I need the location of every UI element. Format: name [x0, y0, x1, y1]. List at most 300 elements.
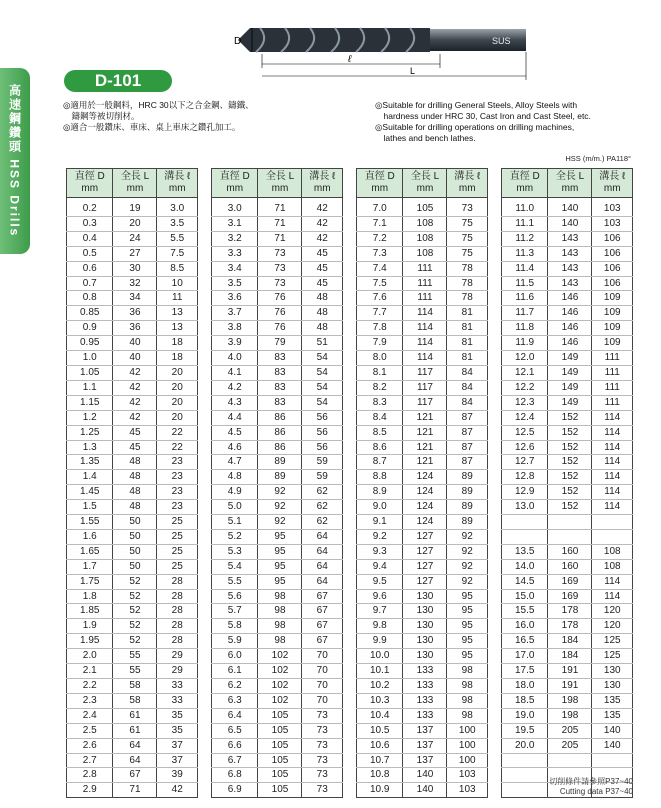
flute-length-cell: 45: [302, 261, 343, 276]
diameter-cell: 10.7: [357, 753, 403, 768]
flute-length-cell: 73: [447, 198, 488, 217]
table-row: [212, 216, 343, 231]
total-length-cell: [548, 753, 592, 768]
total-length-cell: 105: [258, 738, 302, 753]
table-row: [67, 365, 198, 380]
flute-length-cell: 29: [157, 664, 198, 679]
total-length-cell: 133: [403, 664, 447, 679]
table-row: [357, 351, 488, 366]
column-header-label: 直徑 D: [364, 171, 395, 182]
flute-length-cell: 95: [447, 619, 488, 634]
diameter-cell: 12.8: [502, 470, 548, 485]
diameter-cell: [502, 768, 548, 783]
column-header-diameter: [357, 169, 403, 198]
table-row: [67, 634, 198, 649]
diameter-cell: 11.1: [502, 216, 548, 231]
diameter-cell: 2.1: [67, 664, 113, 679]
total-length-cell: 130: [403, 604, 447, 619]
table-row: [357, 708, 488, 723]
table-row: [67, 515, 198, 530]
note-line: ◎適用於一般鋼料，HRC 30以下之合金鋼、鑄鐵、: [63, 100, 254, 110]
table-row: [357, 470, 488, 485]
table-row: [212, 470, 343, 485]
diameter-cell: 3.7: [212, 306, 258, 321]
flute-length-cell: 28: [157, 634, 198, 649]
flute-length-cell: 140: [592, 723, 633, 738]
table-row: [67, 336, 198, 351]
table-row: [212, 291, 343, 306]
total-length-cell: 83: [258, 365, 302, 380]
flute-length-cell: 67: [302, 634, 343, 649]
table-row: [212, 693, 343, 708]
total-length-cell: 95: [258, 544, 302, 559]
total-length-cell: 98: [258, 604, 302, 619]
table-row: [357, 425, 488, 440]
total-length-cell: 105: [258, 753, 302, 768]
flute-length-cell: 106: [592, 231, 633, 246]
total-length-cell: 48: [113, 455, 157, 470]
flute-length-cell: 5.5: [157, 231, 198, 246]
diameter-cell: 4.7: [212, 455, 258, 470]
flute-length-cell: 114: [592, 440, 633, 455]
table-row: [67, 306, 198, 321]
total-length-cell: 114: [403, 336, 447, 351]
flute-length-cell: 114: [592, 589, 633, 604]
total-length-cell: 169: [548, 589, 592, 604]
flute-length-cell: 54: [302, 395, 343, 410]
diameter-cell: 9.5: [357, 574, 403, 589]
total-length-cell: 149: [548, 380, 592, 395]
diameter-cell: 3.6: [212, 291, 258, 306]
diameter-cell: 6.1: [212, 664, 258, 679]
flute-length-cell: 20: [157, 380, 198, 395]
cutting-data-reference: [549, 777, 633, 797]
column-header-label: 直徑 D: [509, 171, 540, 182]
diameter-cell: 1.45: [67, 485, 113, 500]
total-length-cell: 83: [258, 395, 302, 410]
table-row: [357, 440, 488, 455]
total-length-cell: 89: [258, 470, 302, 485]
flute-length-cell: 111: [592, 380, 633, 395]
diameter-cell: 12.7: [502, 455, 548, 470]
table-row: [67, 559, 198, 574]
total-length-cell: 137: [403, 738, 447, 753]
table-row: [67, 321, 198, 336]
diameter-cell: 16.5: [502, 634, 548, 649]
total-length-cell: 198: [548, 693, 592, 708]
table-row: [357, 693, 488, 708]
diameter-cell: 2.7: [67, 753, 113, 768]
flute-length-cell: 114: [592, 455, 633, 470]
diameter-cell: 4.3: [212, 395, 258, 410]
total-length-cell: 58: [113, 693, 157, 708]
total-length-cell: 130: [403, 589, 447, 604]
diameter-cell: 6.2: [212, 679, 258, 694]
table-row: [357, 574, 488, 589]
table-row: [502, 336, 633, 351]
flute-length-cell: 67: [302, 604, 343, 619]
flute-length-cell: 78: [447, 291, 488, 306]
flute-length-cell: 51: [302, 336, 343, 351]
flute-length-cell: 70: [302, 679, 343, 694]
diameter-cell: 1.8: [67, 589, 113, 604]
spec-note: HSS (m/m.) PA118°: [565, 154, 631, 163]
flute-length-cell: 3.5: [157, 216, 198, 231]
table-row: [67, 291, 198, 306]
diameter-cell: 12.6: [502, 440, 548, 455]
diameter-cell: 10.6: [357, 738, 403, 753]
flute-length-cell: 130: [592, 664, 633, 679]
diameter-cell: 4.1: [212, 365, 258, 380]
table-row: [67, 574, 198, 589]
diameter-cell: 2.3: [67, 693, 113, 708]
table-row: [212, 261, 343, 276]
total-length-cell: 79: [258, 336, 302, 351]
total-length-cell: 73: [258, 276, 302, 291]
flute-length-cell: 98: [447, 708, 488, 723]
diameter-cell: 0.6: [67, 261, 113, 276]
total-length-cell: 111: [403, 276, 447, 291]
table-row: [502, 246, 633, 261]
diameter-cell: 2.8: [67, 768, 113, 783]
flute-length-cell: 81: [447, 306, 488, 321]
table-row: [212, 485, 343, 500]
diameter-cell: 10.3: [357, 693, 403, 708]
diameter-cell: 3.1: [212, 216, 258, 231]
table-row: [212, 351, 343, 366]
diameter-cell: 5.1: [212, 515, 258, 530]
diameter-cell: 5.0: [212, 500, 258, 515]
table-row: [502, 291, 633, 306]
flute-length-cell: 29: [157, 649, 198, 664]
table-row: [502, 470, 633, 485]
table-row: [502, 515, 633, 530]
total-length-cell: 105: [258, 723, 302, 738]
flute-length-cell: 20: [157, 395, 198, 410]
total-length-cell: 169: [548, 574, 592, 589]
table-row: [67, 470, 198, 485]
table-row: [212, 753, 343, 768]
diameter-cell: 12.1: [502, 365, 548, 380]
flute-length-cell: 125: [592, 634, 633, 649]
flute-length-cell: 25: [157, 544, 198, 559]
total-length-cell: 105: [403, 198, 447, 217]
total-length-cell: 137: [403, 753, 447, 768]
table-row: [357, 198, 488, 217]
flute-length-cell: 120: [592, 619, 633, 634]
total-length-cell: 108: [403, 216, 447, 231]
flute-length-cell: 23: [157, 500, 198, 515]
table-row: [212, 365, 343, 380]
table-row: [67, 198, 198, 217]
diameter-cell: 6.7: [212, 753, 258, 768]
total-length-cell: 83: [258, 351, 302, 366]
diameter-cell: 9.8: [357, 619, 403, 634]
drill-diagram: [230, 18, 540, 88]
diameter-cell: 12.3: [502, 395, 548, 410]
diameter-cell: 9.3: [357, 544, 403, 559]
diameter-cell: 2.9: [67, 783, 113, 798]
total-length-cell: 52: [113, 574, 157, 589]
flute-length-cell: 35: [157, 723, 198, 738]
diameter-cell: 15.5: [502, 604, 548, 619]
table-row: [212, 664, 343, 679]
total-length-cell: 121: [403, 425, 447, 440]
diameter-cell: 9.2: [357, 529, 403, 544]
table-row: [67, 783, 198, 798]
diameter-cell: 4.9: [212, 485, 258, 500]
table-row: [212, 619, 343, 634]
total-length-cell: 42: [113, 380, 157, 395]
table-row: [357, 455, 488, 470]
diameter-cell: 10.8: [357, 768, 403, 783]
flute-length-cell: 108: [592, 559, 633, 574]
total-length-cell: 27: [113, 246, 157, 261]
table-row: [357, 589, 488, 604]
total-length-cell: 40: [113, 336, 157, 351]
flute-length-cell: 75: [447, 216, 488, 231]
total-length-cell: 92: [258, 515, 302, 530]
diameter-cell: 5.5: [212, 574, 258, 589]
total-length-cell: 152: [548, 425, 592, 440]
total-length-cell: 191: [548, 664, 592, 679]
total-length-cell: 140: [403, 783, 447, 798]
diameter-cell: 12.2: [502, 380, 548, 395]
total-length-cell: 121: [403, 440, 447, 455]
total-length-cell: 130: [403, 619, 447, 634]
total-length-cell: 137: [403, 723, 447, 738]
flute-length-cell: 81: [447, 321, 488, 336]
table-row: [502, 351, 633, 366]
diameter-cell: 0.85: [67, 306, 113, 321]
flute-length-cell: 95: [447, 634, 488, 649]
column-header-unit: mm: [371, 183, 389, 194]
table-row: [67, 485, 198, 500]
flute-length-cell: 56: [302, 440, 343, 455]
total-length-cell: 86: [258, 410, 302, 425]
total-length-cell: 95: [258, 574, 302, 589]
flute-length-cell: 45: [302, 276, 343, 291]
flute-length-cell: 13: [157, 306, 198, 321]
table-row: [357, 544, 488, 559]
diameter-cell: 13.5: [502, 544, 548, 559]
table-row: [502, 753, 633, 768]
diameter-cell: 7.3: [357, 246, 403, 261]
total-length-cell: 133: [403, 693, 447, 708]
total-length-cell: 76: [258, 321, 302, 336]
table-row: [357, 246, 488, 261]
diameter-cell: 9.4: [357, 559, 403, 574]
total-length-cell: 191: [548, 678, 592, 693]
flute-length-cell: 120: [592, 604, 633, 619]
diameter-cell: 11.9: [502, 336, 548, 351]
table-row: [67, 500, 198, 515]
flute-length-cell: [592, 753, 633, 768]
table-row: [67, 723, 198, 738]
flute-length-cell: 81: [447, 336, 488, 351]
total-length-cell: 45: [113, 440, 157, 455]
total-length-cell: 108: [403, 246, 447, 261]
table-row: [212, 276, 343, 291]
total-length-cell: 198: [548, 708, 592, 723]
table-row: [357, 515, 488, 530]
diameter-cell: 8.8: [357, 470, 403, 485]
flute-length-cell: 73: [302, 723, 343, 738]
total-length-cell: 52: [113, 604, 157, 619]
table-row: [502, 708, 633, 723]
diameter-cell: 7.6: [357, 291, 403, 306]
total-length-cell: 143: [548, 246, 592, 261]
total-length-cell: 152: [548, 500, 592, 515]
flute-length-cell: 25: [157, 529, 198, 544]
table-row: [502, 321, 633, 336]
total-length-cell: 127: [403, 574, 447, 589]
total-length-cell: 98: [258, 589, 302, 604]
diameter-cell: 5.8: [212, 619, 258, 634]
table-row: [357, 634, 488, 649]
total-length-cell: 152: [548, 470, 592, 485]
diameter-cell: 8.3: [357, 395, 403, 410]
total-length-cell: 130: [403, 649, 447, 664]
total-length-cell: 52: [113, 634, 157, 649]
table-row: [67, 276, 198, 291]
flute-length-cell: 3.0: [157, 198, 198, 217]
footer-line: 切削條件請參照P37~40: [549, 777, 633, 786]
total-length-cell: 42: [113, 410, 157, 425]
table-row: [67, 351, 198, 366]
diameter-cell: 1.15: [67, 395, 113, 410]
flute-length-cell: 84: [447, 365, 488, 380]
column-header-label: 全長 L: [555, 171, 585, 182]
total-length-cell: 140: [548, 198, 592, 217]
flute-length-cell: 78: [447, 261, 488, 276]
total-length-cell: 73: [258, 261, 302, 276]
diameter-cell: 6.4: [212, 708, 258, 723]
total-length-cell: 117: [403, 380, 447, 395]
diameter-cell: 6.3: [212, 693, 258, 708]
flute-length-cell: 114: [592, 425, 633, 440]
diameter-cell: 8.5: [357, 425, 403, 440]
diameter-cell: 6.5: [212, 723, 258, 738]
column-header-label: 全長 L: [265, 171, 295, 182]
diameter-cell: 3.9: [212, 336, 258, 351]
table-row: [212, 500, 343, 515]
diameter-cell: 1.6: [67, 529, 113, 544]
diameter-cell: 12.9: [502, 485, 548, 500]
note-line: ◎適合一般鑽床、車床、桌上車床之鑽孔加工。: [63, 122, 241, 132]
table-row: [502, 619, 633, 634]
table-row: [212, 559, 343, 574]
total-length-cell: 124: [403, 515, 447, 530]
total-length-cell: 42: [113, 395, 157, 410]
flute-length-cell: 95: [447, 589, 488, 604]
diameter-cell: 1.75: [67, 574, 113, 589]
total-length-cell: 71: [258, 231, 302, 246]
diameter-cell: 9.0: [357, 500, 403, 515]
total-length-cell: 50: [113, 529, 157, 544]
total-length-cell: 19: [113, 198, 157, 217]
total-length-cell: 121: [403, 455, 447, 470]
table-row: [67, 529, 198, 544]
flute-length-cell: 111: [592, 365, 633, 380]
total-length-cell: 76: [258, 306, 302, 321]
diameter-cell: 6.0: [212, 649, 258, 664]
flute-length-cell: 103: [447, 768, 488, 783]
diameter-cell: 7.2: [357, 231, 403, 246]
diameter-cell: 1.95: [67, 634, 113, 649]
table-row: [357, 559, 488, 574]
diameter-cell: 19.0: [502, 708, 548, 723]
column-header-diameter: [502, 169, 548, 198]
total-length-cell: 20: [113, 216, 157, 231]
table-row: [357, 336, 488, 351]
diameter-dim-label: D: [234, 36, 242, 47]
total-length-cell: 152: [548, 410, 592, 425]
diameter-cell: 5.3: [212, 544, 258, 559]
table-row: [502, 306, 633, 321]
total-length-cell: 48: [113, 485, 157, 500]
diameter-cell: 0.8: [67, 291, 113, 306]
total-length-cell: 76: [258, 291, 302, 306]
diameter-cell: 13.0: [502, 500, 548, 515]
diameter-cell: 19.5: [502, 723, 548, 738]
total-length-cell: 143: [548, 261, 592, 276]
total-length-cell: 127: [403, 544, 447, 559]
diameter-cell: 2.6: [67, 738, 113, 753]
diameter-cell: 3.0: [212, 198, 258, 217]
flute-length-cell: 28: [157, 619, 198, 634]
diameter-cell: 1.3: [67, 440, 113, 455]
flute-length-cell: 114: [592, 470, 633, 485]
diameter-cell: 9.6: [357, 589, 403, 604]
table-row: [67, 693, 198, 708]
flute-length-cell: 54: [302, 365, 343, 380]
table-row: [212, 589, 343, 604]
flute-length-cell: 54: [302, 380, 343, 395]
diameter-cell: 1.25: [67, 425, 113, 440]
note-line: ◎Suitable for drilling General Steels, Alloy Steels with: [375, 100, 578, 110]
total-length-cell: 108: [403, 231, 447, 246]
flute-length-cell: 28: [157, 589, 198, 604]
total-length-cell: 133: [403, 679, 447, 694]
total-length-cell: [548, 529, 592, 544]
diameter-cell: 9.1: [357, 515, 403, 530]
column-header-label: 全長 L: [410, 171, 440, 182]
total-length-cell: 45: [113, 425, 157, 440]
diameter-cell: 4.0: [212, 351, 258, 366]
total-length-cell: 50: [113, 515, 157, 530]
flute-length-cell: 18: [157, 336, 198, 351]
diameter-cell: 12.0: [502, 351, 548, 366]
table-row: [212, 425, 343, 440]
table-row: [357, 306, 488, 321]
table-row: [502, 485, 633, 500]
diameter-cell: 11.4: [502, 261, 548, 276]
total-length-cell: 114: [403, 306, 447, 321]
diameter-cell: 0.4: [67, 231, 113, 246]
flute-length-cell: 89: [447, 515, 488, 530]
size-table-2: [211, 168, 343, 798]
flute-length-cell: 28: [157, 574, 198, 589]
flute-length-cell: 25: [157, 515, 198, 530]
flute-length-cell: 75: [447, 246, 488, 261]
table-row: [502, 261, 633, 276]
total-length-cell: 71: [113, 783, 157, 798]
flute-length-cell: 37: [157, 738, 198, 753]
table-row: [212, 738, 343, 753]
diameter-cell: 1.4: [67, 470, 113, 485]
diameter-cell: 5.6: [212, 589, 258, 604]
